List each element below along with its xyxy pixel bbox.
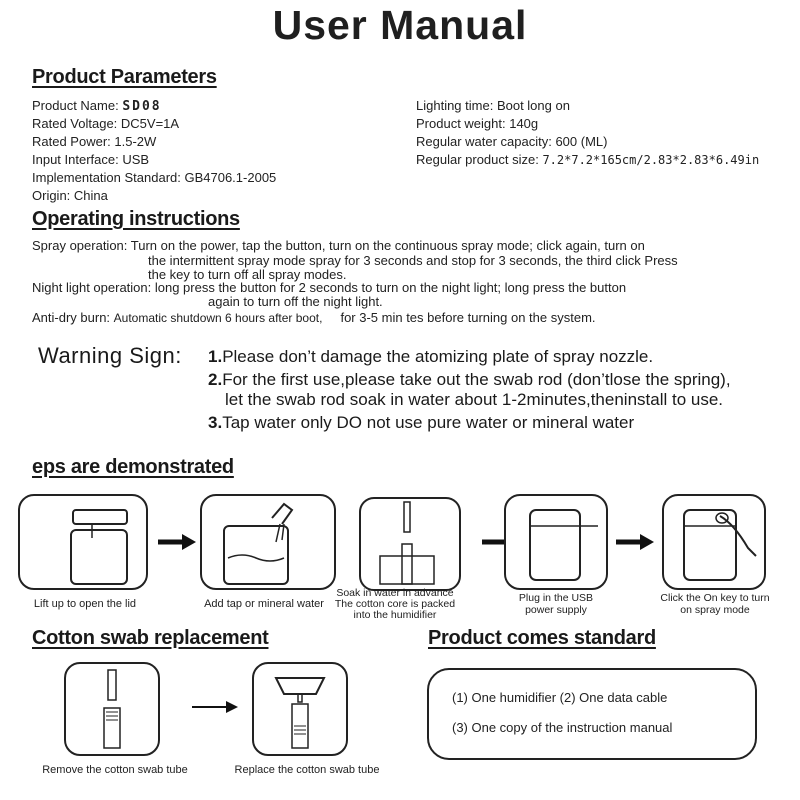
step-5-caption: Click the On key to turn on spray mode <box>660 592 770 616</box>
warning-title: Warning Sign: <box>38 343 182 368</box>
param-product-name: Product Name: SD08 <box>32 98 162 114</box>
page-title: User Manual <box>272 2 528 48</box>
warning-item-2-cont: let the swab rod soak in water about 1-2minutes,theninstall to use. <box>225 390 724 409</box>
param-implementation-standard: Implementation Standard: GB4706.1-2005 <box>32 170 277 185</box>
standard-line-2: (3) One copy of the instruction manual <box>452 720 673 735</box>
param-product-weight: Product weight: 140g <box>416 116 539 131</box>
warning-item-2: 2.For the first use,please take out the swab rod (don’tlose the spring), <box>208 370 731 389</box>
swab-replace-illustration <box>252 662 348 756</box>
warning-item-1: 1.Please don’t damage the atomizing plate of spray nozzle. <box>208 347 654 366</box>
parameters-heading: Product Parameters <box>32 66 217 88</box>
param-rated-voltage: Rated Voltage: DC5V=1A <box>32 116 180 131</box>
param-input-interface: Input Interface: USB <box>32 152 150 167</box>
step-5-illustration <box>662 494 766 590</box>
step-1-caption: Lift up to open the lid <box>33 598 137 610</box>
anti-dry-burn-line: Anti-dry burn: Automatic shutdown 6 hours after boot, for 3-5 min tes before turning on the system. <box>32 310 596 325</box>
param-water-capacity: Regular water capacity: 600 (ML) <box>416 134 608 149</box>
arrow-right-icon <box>156 533 198 551</box>
step-4-illustration <box>504 494 608 590</box>
spray-operation-line3: the key to turn off all spray modes. <box>148 267 347 282</box>
standard-heading: Product comes standard <box>428 627 656 649</box>
step-3-illustration <box>340 494 476 590</box>
humidifier-lid-icon <box>20 496 146 588</box>
steps-heading: eps are demonstrated <box>32 456 234 478</box>
step-2-caption: Add tap or mineral water <box>204 598 324 610</box>
spray-operation-line2: the intermittent spray mode spray for 3 seconds and stop for 3 seconds, the third click Press <box>148 253 678 268</box>
water-pour-icon <box>202 496 334 588</box>
step-1-illustration <box>18 494 148 590</box>
usb-plug-icon <box>506 496 606 588</box>
night-light-line1: Night light operation: long press the button for 2 seconds to turn on the night light; long press the button <box>32 280 627 295</box>
param-rated-power: Rated Power: 1.5-2W <box>32 134 157 149</box>
param-origin: Origin: China <box>32 188 108 203</box>
standard-contents-box <box>427 668 757 760</box>
param-product-size: Regular product size: 7.2*7.2*165cm/2.83*2.83*6.49in <box>416 152 760 167</box>
standard-line-1: (1) One humidifier (2) One data cable <box>452 690 668 705</box>
step-2-illustration <box>200 494 336 590</box>
night-light-line2: again to turn off the night light. <box>208 294 383 309</box>
warning-item-3: 3.Tap water only DO not use pure water or mineral water <box>208 413 635 432</box>
arrow-right-icon <box>190 700 240 714</box>
arrow-right-icon <box>614 533 656 551</box>
spray-operation-line1: Spray operation: Turn on the power, tap the button, turn on the continuous spray mode; click again, turn on <box>32 238 645 253</box>
swab-remove-caption: Remove the cotton swab tube <box>42 764 188 776</box>
param-lighting-time: Lighting time: Boot long on <box>416 98 570 113</box>
swab-remove-illustration <box>64 662 160 756</box>
swab-heading: Cotton swab replacement <box>32 627 269 649</box>
step-4-caption: Plug in the USB power supply <box>518 592 594 616</box>
power-button-press-icon <box>664 496 764 588</box>
swab-replace-caption: Replace the cotton swab tube <box>234 764 380 776</box>
operating-heading: Operating instructions <box>32 208 240 230</box>
step-3-caption: Soak in water in advance The cotton core is packed into the humidifier <box>334 587 456 621</box>
swab-tube-replace-icon <box>254 664 346 754</box>
swab-tube-remove-icon <box>66 664 158 754</box>
cotton-core-icon <box>342 496 478 592</box>
